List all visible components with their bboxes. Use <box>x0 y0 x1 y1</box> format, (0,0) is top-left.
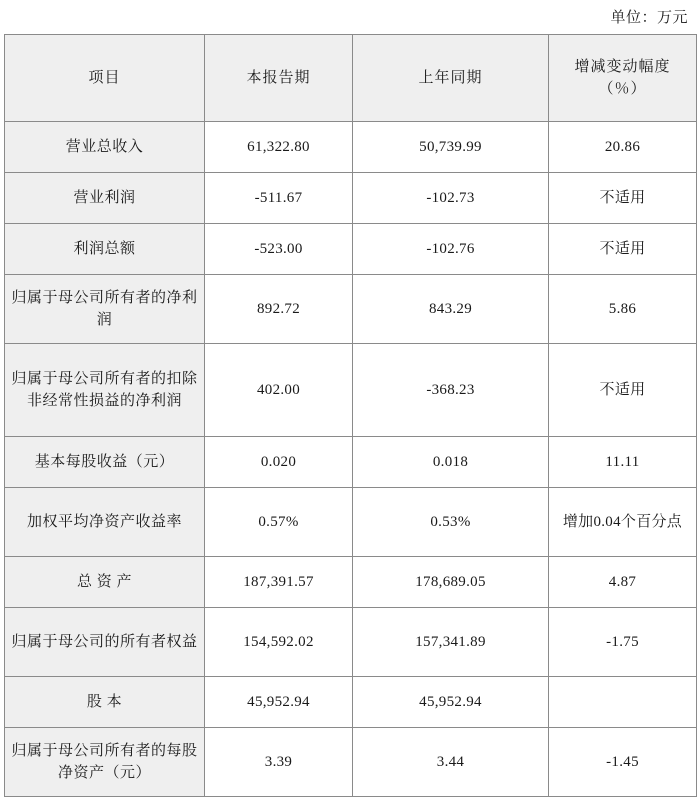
row-change-value <box>549 677 697 728</box>
table-row <box>5 728 697 797</box>
table-body <box>5 122 697 797</box>
row-previous-value: -102.76 <box>353 224 549 275</box>
table-row <box>5 677 697 728</box>
header-item: 项目 <box>5 35 205 122</box>
row-previous-value: 0.53% <box>353 488 549 557</box>
row-previous-value: -368.23 <box>353 344 549 437</box>
row-current-value: 3.39 <box>205 728 353 797</box>
row-previous-value: 50,739.99 <box>353 122 549 173</box>
row-current-value: -511.67 <box>205 173 353 224</box>
table-row <box>5 557 697 608</box>
table-row <box>5 437 697 488</box>
header-change-rate-line1: 增减变动幅度 <box>574 58 671 75</box>
unit-note: 单位：万元 <box>610 10 688 26</box>
row-change-value: -1.75 <box>549 608 697 677</box>
row-label: 加权平均净资产收益率 <box>5 488 205 557</box>
row-previous-value: 178,689.05 <box>353 557 549 608</box>
row-current-value: 892.72 <box>205 275 353 344</box>
row-current-value: 61,322.80 <box>205 122 353 173</box>
row-current-value: 0.020 <box>205 437 353 488</box>
row-label: 归属于母公司所有者的扣除非经常性损益的净利润 <box>5 344 205 437</box>
row-current-value: 154,592.02 <box>205 608 353 677</box>
table-row <box>5 608 697 677</box>
row-current-value: 187,391.57 <box>205 557 353 608</box>
header-change-rate <box>549 35 697 122</box>
row-label: 营业总收入 <box>5 122 205 173</box>
row-previous-value: 3.44 <box>353 728 549 797</box>
table-row <box>5 488 697 557</box>
row-label: 基本每股收益（元） <box>5 437 205 488</box>
row-label: 营业利润 <box>5 173 205 224</box>
row-change-value: 不适用 <box>549 224 697 275</box>
row-change-value: 5.86 <box>549 275 697 344</box>
header-current-period: 本报告期 <box>205 35 353 122</box>
row-previous-value: 157,341.89 <box>353 608 549 677</box>
table-row <box>5 344 697 437</box>
row-label: 总 资 产 <box>5 557 205 608</box>
table-row <box>5 122 697 173</box>
table-row <box>5 275 697 344</box>
row-current-value: -523.00 <box>205 224 353 275</box>
row-change-value: 11.11 <box>549 437 697 488</box>
header-row <box>5 35 697 122</box>
row-current-value: 45,952.94 <box>205 677 353 728</box>
financial-summary-table <box>4 34 697 797</box>
header-change-rate-line2: （％） <box>598 81 647 97</box>
table-header <box>5 35 697 122</box>
header-previous-period: 上年同期 <box>353 35 549 122</box>
row-previous-value: 843.29 <box>353 275 549 344</box>
row-change-value: 20.86 <box>549 122 697 173</box>
row-label: 归属于母公司的所有者权益 <box>5 608 205 677</box>
row-label: 股 本 <box>5 677 205 728</box>
table-row <box>5 173 697 224</box>
row-current-value: 402.00 <box>205 344 353 437</box>
row-previous-value: 45,952.94 <box>353 677 549 728</box>
row-label: 归属于母公司所有者的每股净资产（元） <box>5 728 205 797</box>
row-change-value: 不适用 <box>549 344 697 437</box>
row-change-value: 不适用 <box>549 173 697 224</box>
row-current-value: 0.57% <box>205 488 353 557</box>
row-label: 归属于母公司所有者的净利润 <box>5 275 205 344</box>
row-previous-value: -102.73 <box>353 173 549 224</box>
row-change-value: 增加0.04个百分点 <box>549 488 697 557</box>
row-change-value: 4.87 <box>549 557 697 608</box>
row-change-value: -1.45 <box>549 728 697 797</box>
row-label: 利润总额 <box>5 224 205 275</box>
table-row <box>5 224 697 275</box>
row-previous-value: 0.018 <box>353 437 549 488</box>
